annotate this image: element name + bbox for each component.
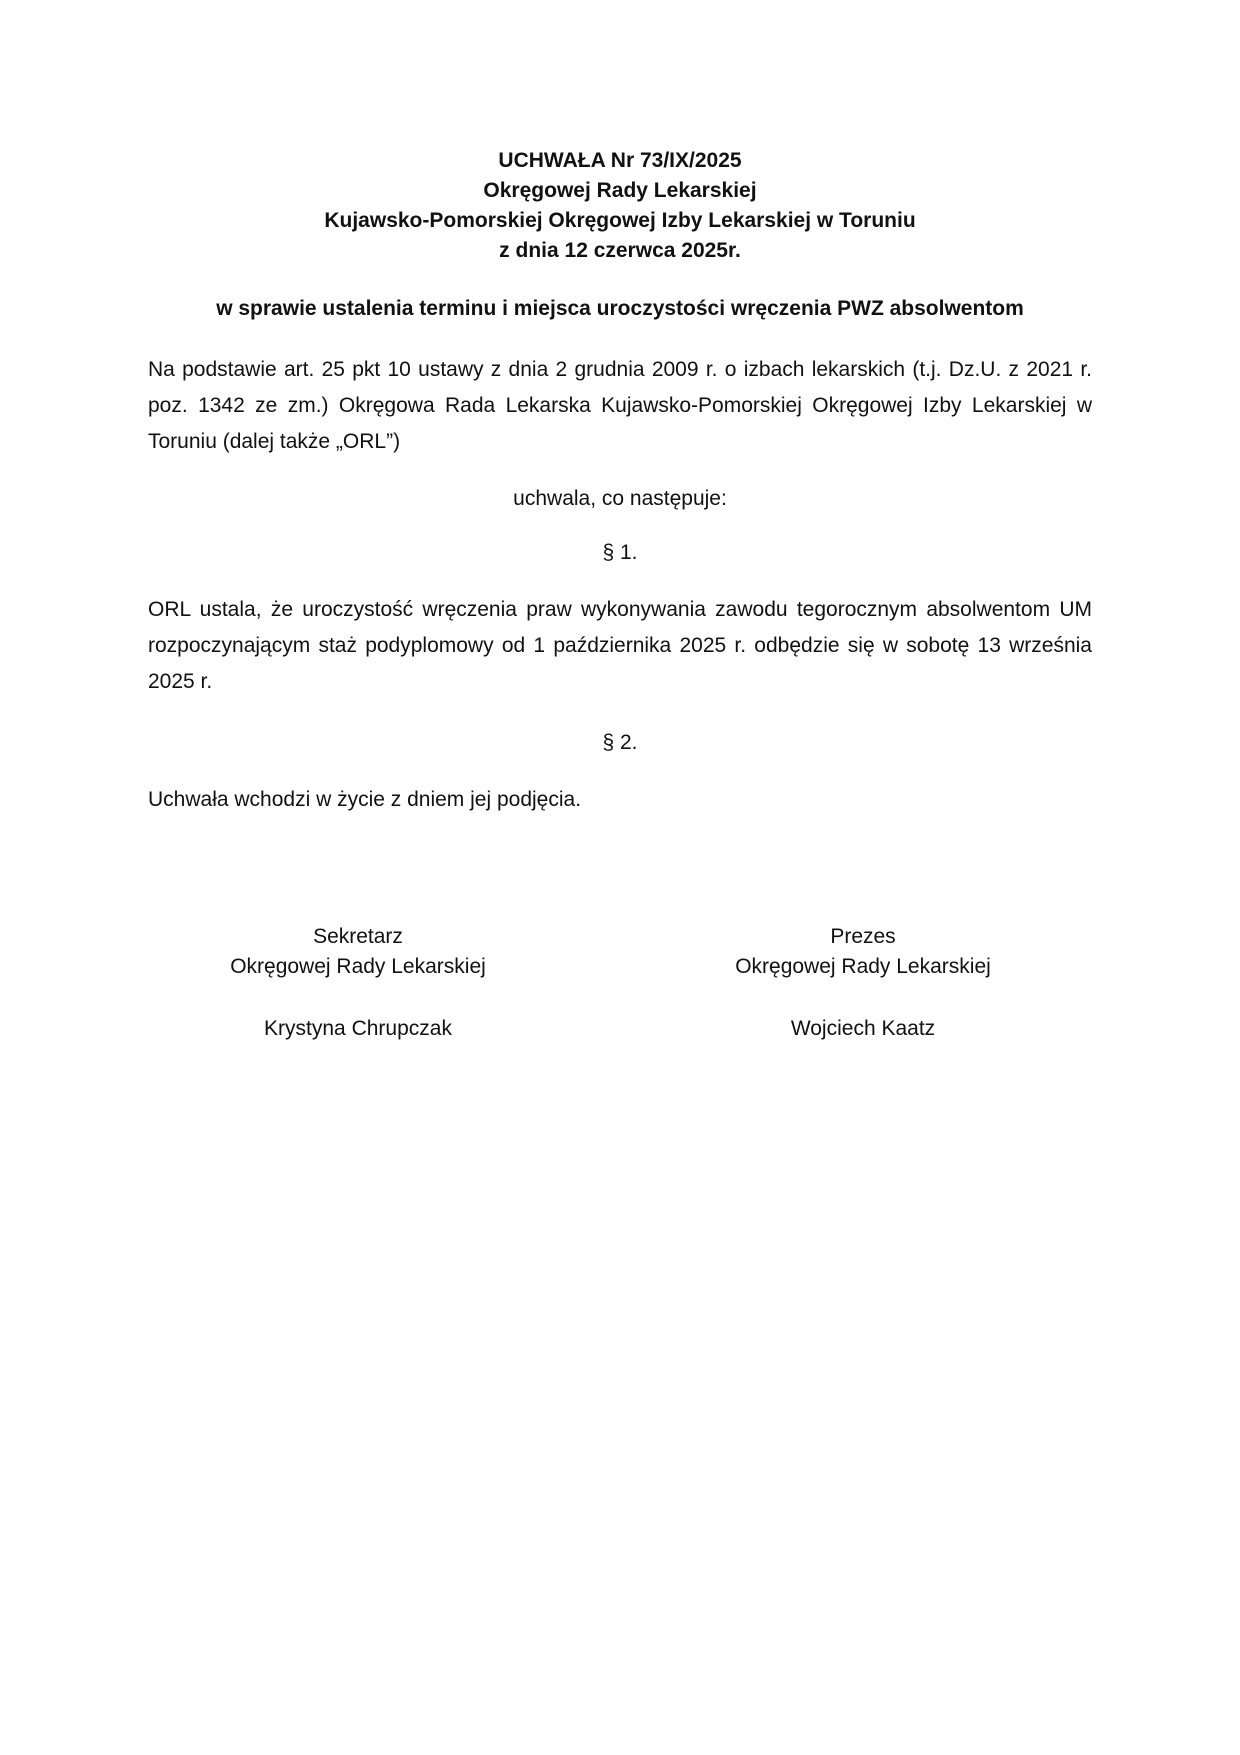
chamber-name: Kujawsko-Pomorskiej Okręgowej Izby Lekarskiej w Toruniu bbox=[324, 209, 916, 232]
legal-basis-paragraph: Na podstawie art. 25 pkt 10 ustawy z dnia 2 grudnia 2009 r. o izbach lekarskich (t.j. Dz.U. z 2021 r. poz. 1342 ze zm.) Okręgowa Rada Lekarska Kujawsko-Pomorskiej Okręgowej Izby Lekarskiej w Toruniu (dalej także „ORL”) bbox=[148, 358, 1092, 453]
resolution-subject: w sprawie ustalenia terminu i miejsca uroczystości wręczenia PWZ absolwentom bbox=[216, 297, 1024, 320]
council-name: Okręgowej Rady Lekarskiej bbox=[483, 179, 757, 202]
resolution-date: z dnia 12 czerwca 2025r. bbox=[499, 239, 741, 262]
signature-body: Okręgowej Rady Lekarskiej bbox=[230, 955, 486, 978]
section-1-text: ORL ustala, że uroczystość wręczenia praw wykonywania zawodu tegorocznym absolwentom UM rozpoczynającym staż podyplomowy od 1 października 2025 r. odbędzie się w sobotę 13 września 2025 r. bbox=[148, 598, 1092, 693]
signature-name: Krystyna Chrupczak bbox=[264, 1017, 452, 1040]
signature-name: Wojciech Kaatz bbox=[790, 1017, 936, 1040]
resolution-header bbox=[148, 146, 1092, 266]
signature-body: Okręgowej Rady Lekarskiej bbox=[735, 955, 991, 978]
document-body bbox=[148, 146, 1092, 818]
signature-president bbox=[673, 922, 1053, 1044]
signature-role: Sekretarz bbox=[313, 925, 403, 948]
signature-secretary bbox=[168, 922, 548, 1044]
resolves-statement: uchwala, co następuje: bbox=[513, 487, 727, 510]
section-2-mark: § 2. bbox=[602, 731, 638, 754]
section-1-mark: § 1. bbox=[602, 541, 638, 564]
resolution-number: UCHWAŁA Nr 73/IX/2025 bbox=[498, 149, 742, 172]
signature-role: Prezes bbox=[830, 925, 896, 948]
section-2-text: Uchwała wchodzi w życie z dniem jej podjęcia. bbox=[148, 788, 582, 811]
